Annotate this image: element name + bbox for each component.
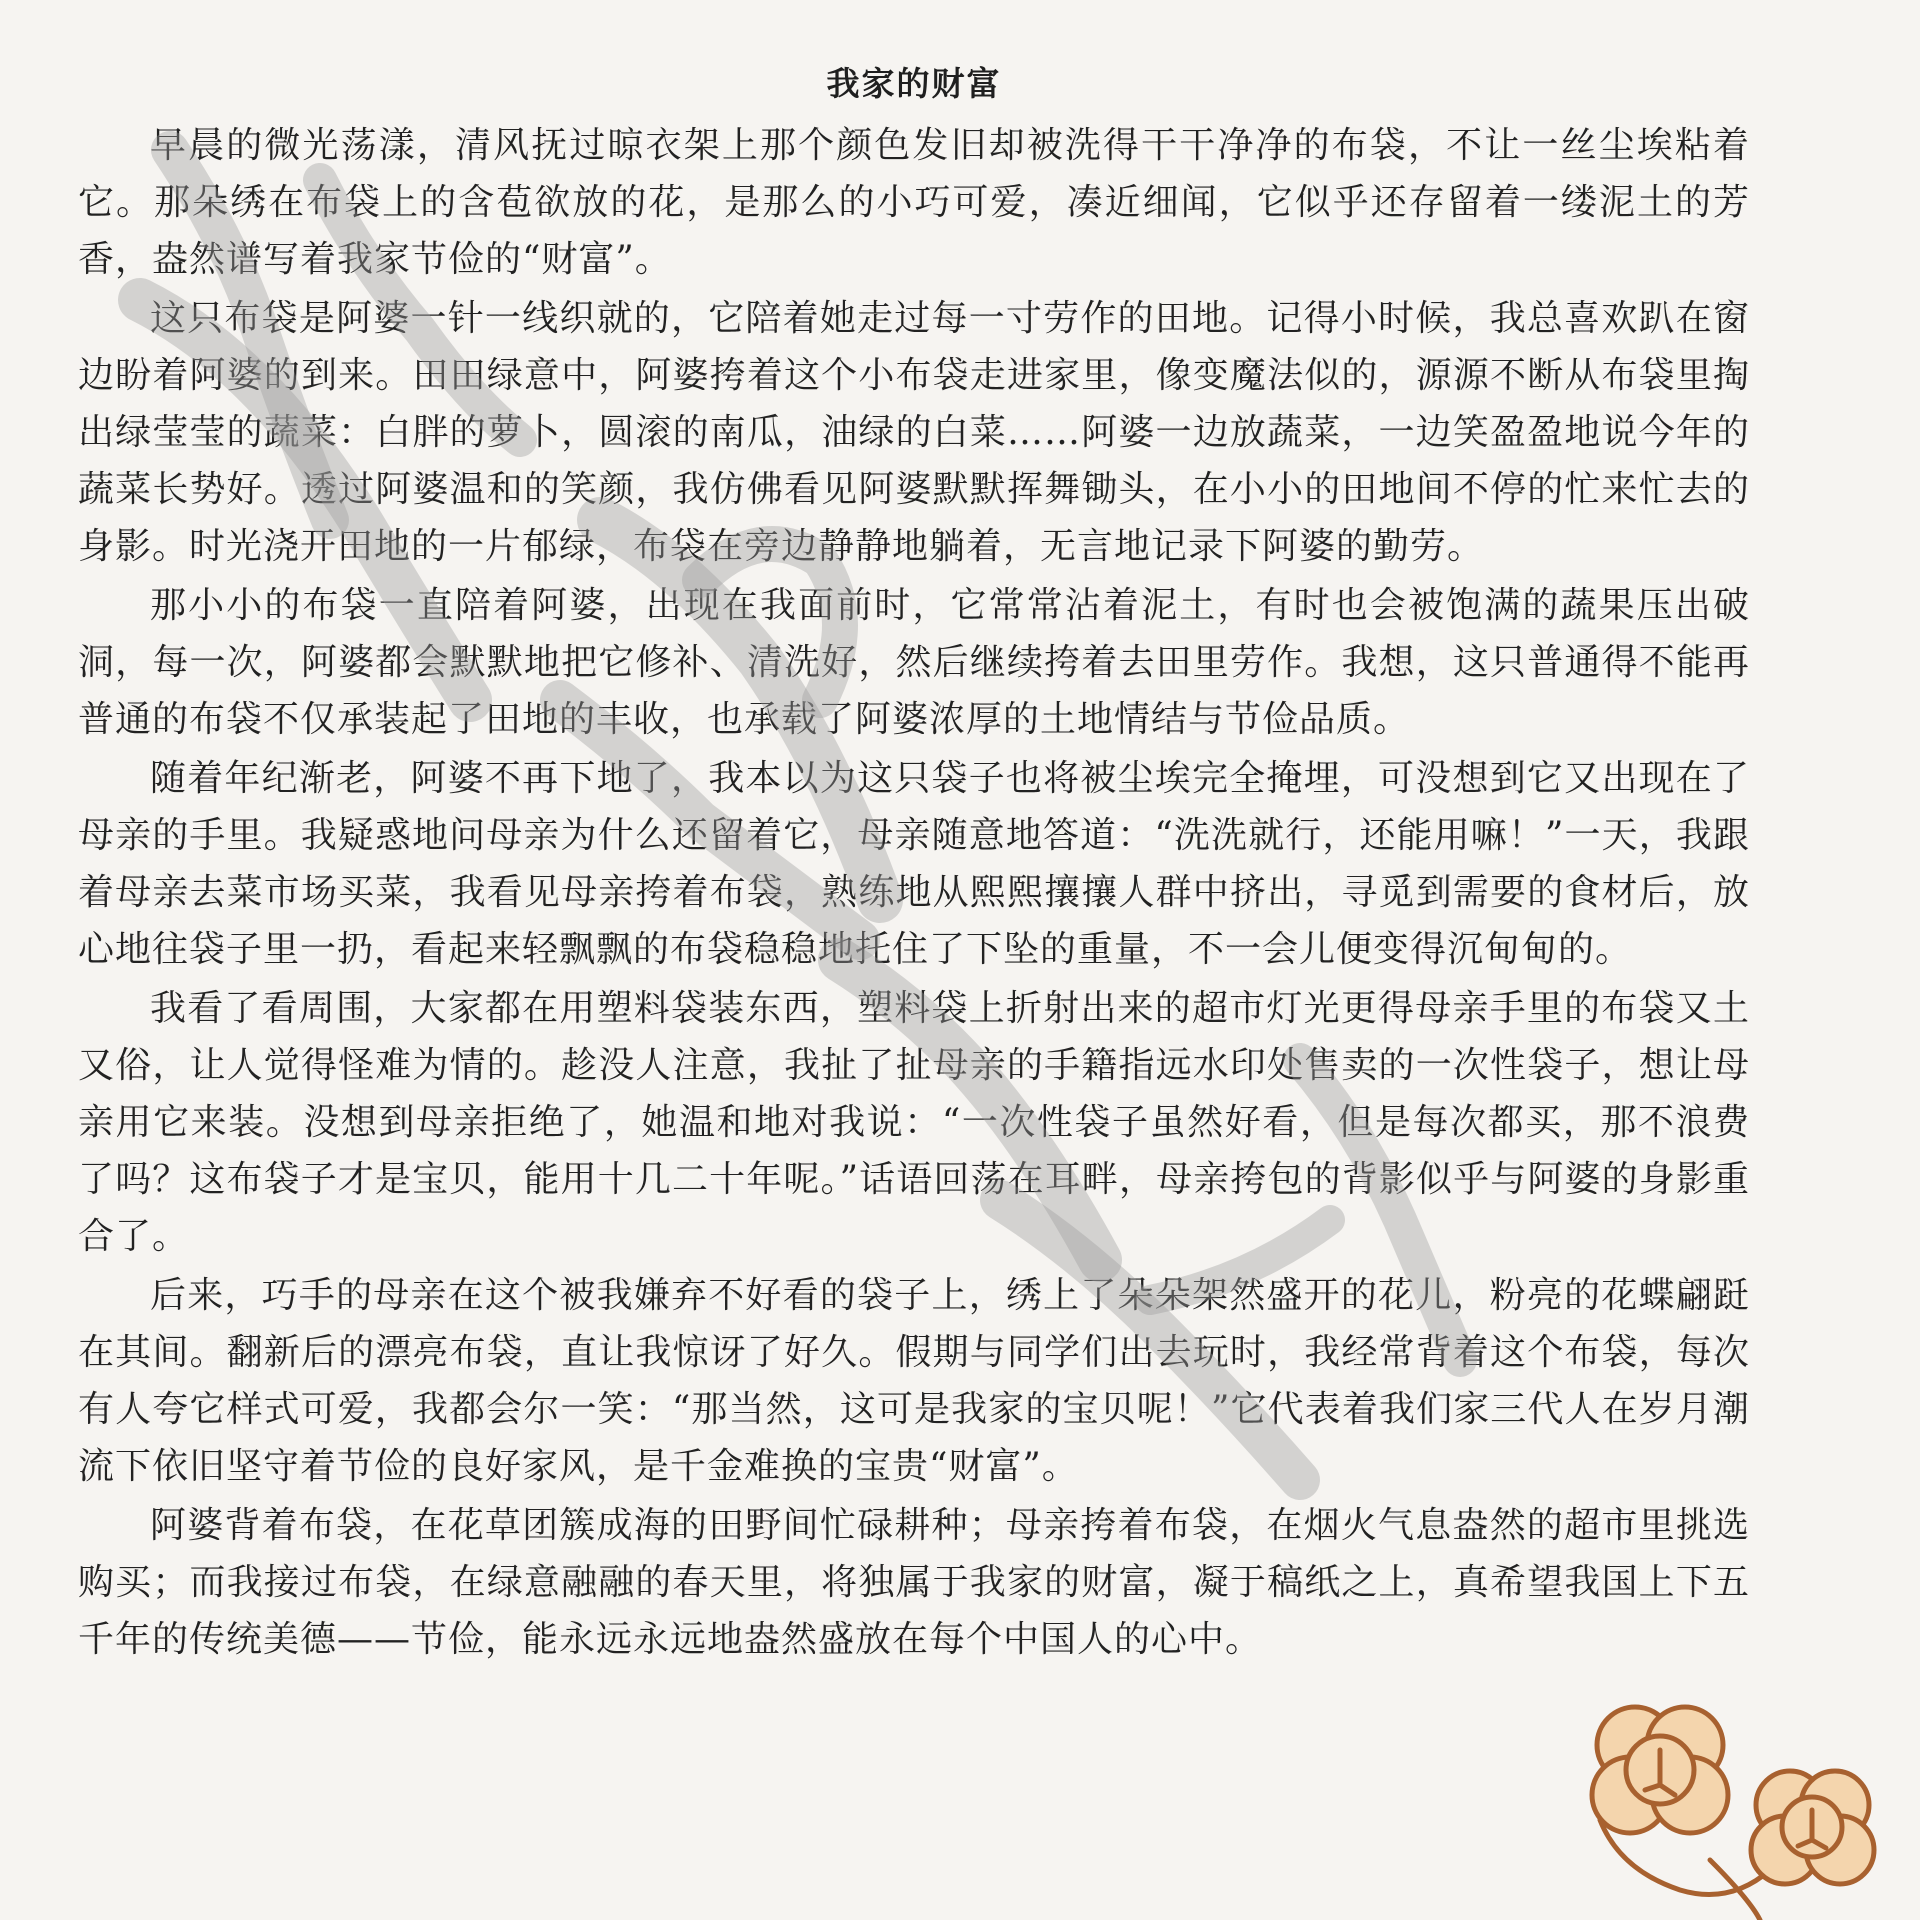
flower-decoration-icon (1560, 1690, 1920, 1920)
paragraph-5: 我看了看周围，大家都在用塑料袋装东西，塑料袋上折射出来的超市灯光更得母亲手里的布袋又土又俗，让人觉得怪难为情的。趁没人注意，我扯了扯母亲的手籍指远水印处售卖的一次性袋子，想让母亲用它来装。没想到母亲拒绝了，她温和地对我说：“一次性袋子虽然好看，但是每次都买，那不浪费了吗？这布袋子才是宝贝，能用十几二十年呢。”话语回荡在耳畔，母亲挎包的背影似乎与阿婆的身影重合了。 (78, 988, 1750, 1257)
paragraph-7: 阿婆背着布袋，在花草团簇成海的田野间忙碌耕种；母亲挎着布袋，在烟火气息盎然的超市里挑选购买；而我接过布袋，在绿意融融的春天里，将独属于我家的财富，凝于稿纸之上，真希望我国上下五千年的传统美德——节俭，能永远永远地盎然盛放在每个中国人的心中。 (78, 1505, 1750, 1660)
article (78, 58, 1750, 1670)
paragraph-4: 随着年纪渐老，阿婆不再下地了，我本以为这只袋子也将被尘埃完全掩埋，可没想到它又出现在了母亲的手里。我疑惑地问母亲为什么还留着它，母亲随意地答道：“洗洗就行，还能用嘛！”一天，我跟着母亲去菜市场买菜，我看见母亲挎着布袋，熟练地从熙熙攘攘人群中挤出，寻觅到需要的食材后，放心地往袋子里一扔，看起来轻飘飘的布袋稳稳地托住了下坠的重量，不一会儿便变得沉甸甸的。 (78, 758, 1750, 970)
paragraph-2: 这只布袋是阿婆一针一线织就的，它陪着她走过每一寸劳作的田地。记得小时候，我总喜欢趴在窗边盼着阿婆的到来。田田绿意中，阿婆挎着这个小布袋走进家里，像变魔法似的，源源不断从布袋里掏出绿莹莹的蔬菜：白胖的萝卜，圆滚的南瓜，油绿的白菜……阿婆一边放蔬菜，一边笑盈盈地说今年的蔬菜长势好。透过阿婆温和的笑颜，我仿佛看见阿婆默默挥舞锄头，在小小的田地间不停的忙来忙去的身影。时光浇开田地的一片郁绿，布袋在旁边静静地躺着，无言地记录下阿婆的勤劳。 (78, 298, 1750, 567)
paragraph-3: 那小小的布袋一直陪着阿婆，出现在我面前时，它常常沾着泥土，有时也会被饱满的蔬果压出破洞，每一次，阿婆都会默默地把它修补、清洗好，然后继续挎着去田里劳作。我想，这只普通得不能再普通的布袋不仅承装起了田地的丰收，也承载了阿婆浓厚的土地情结与节俭品质。 (78, 585, 1750, 740)
paragraph-6: 后来，巧手的母亲在这个被我嫌弃不好看的袋子上，绣上了朵朵架然盛开的花儿，粉亮的花蝶翩跹在其间。翻新后的漂亮布袋，直让我惊讶了好久。假期与同学们出去玩时，我经常背着这个布袋，每次有人夸它样式可爱，我都会尔一笑：“那当然，这可是我家的宝贝呢！”它代表着我们家三代人在岁月潮流下依旧坚守着节俭的良好家风，是千金难换的宝贵“财富”。 (78, 1275, 1750, 1487)
paragraph-1: 早晨的微光荡漾，清风抚过晾衣架上那个颜色发旧却被洗得干干净净的布袋，不让一丝尘埃粘着它。那朵绣在布袋上的含苞欲放的花，是那么的小巧可爱，凑近细闻，它似乎还存留着一缕泥土的芳香，盎然谱写着我家节俭的“财富”。 (78, 125, 1750, 280)
document-title: 我家的财富 (826, 64, 1002, 103)
